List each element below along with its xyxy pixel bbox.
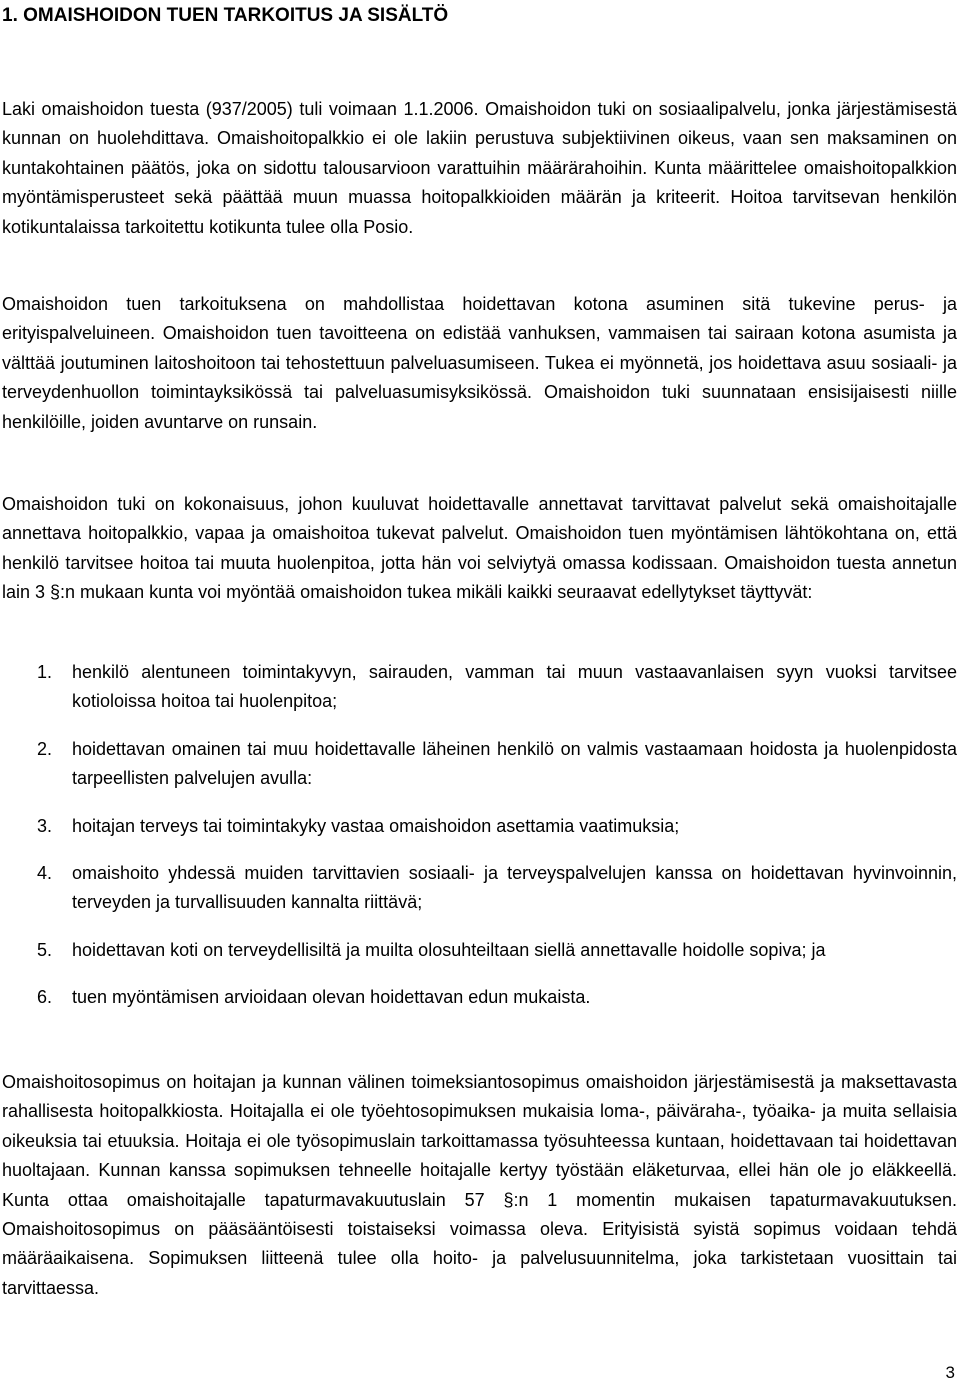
conditions-list <box>2 658 957 1031</box>
list-item-text: tuen myöntämisen arvioidaan olevan hoidettavan edun mukaista. <box>72 987 591 1008</box>
list-item <box>2 936 957 965</box>
list-item <box>2 658 957 717</box>
list-item-text: hoidettavan koti on terveydellisiltä ja muilta olosuhteiltaan siellä annettavalle hoidolle sopiva; ja <box>72 939 826 960</box>
list-item-number: 2. <box>37 738 53 759</box>
list-item-text: henkilö alentuneen toimintakyvyn, sairauden, vamman tai muun vastaavanlaisen syyn vuoksi tarvitsee kotioloissa hoitoa tai huolenpitoa; <box>72 662 957 712</box>
paragraph-support-content: Omaishoidon tuki on kokonaisuus, johon kuuluvat hoidettavalle annettavat tarvittavat palvelut sekä omaishoitajalle annettava hoitopalkkio, vapaa ja omaishoitoa tukevat palvelut. Omaishoidon tuen myöntämisen lähtökohtana on, että henkilö tarvitsee hoitoa tai muuta huolenpitoa, jotta hän voi selviytyä omassa kodissaan. Omaishoidon tuesta annetun lain 3 §:n mukaan kunta voi myöntää omaishoidon tukea mikäli kaikki seuraavat edellytykset täyttyvät: <box>2 494 957 603</box>
paragraph-agreement: Omaishoitosopimus on hoitajan ja kunnan välinen toimeksiantosopimus omaishoidon järjestämisestä ja maksettavasta rahallisesta hoitopalkkiosta. Hoitajalla ei ole työehtosopimuksen mukaisia loma-, päiväraha-, työaika- ja muita sellaisia oikeuksia tai etuuksia. Hoitaja ei ole työsopimuslain tarkoittamassa työsuhteessa kuntaan, hoidettavaan tai hoidettavan huoltajaan. Kunnan kanssa sopimuksen tehneelle hoitajalle kertyy työstään eläketurvaa, ellei hän ole jo eläkkeellä. Kunta ottaa omaishoitajalle tapaturmavakuutuslain 57 §:n 1 momentin mukaisen tapaturmavakuutuksen. Omaishoitosopimus on pääsääntöisesti toistaiseksi voimassa oleva. Erityisistä syistä sopimus voidaan tehdä määräaikaisena. Sopimuksen liitteenä tulee olla hoito- ja palvelusuunnitelma, joka tarkistetaan vuosittain tai tarvittaessa. <box>2 1072 957 1298</box>
list-item <box>2 812 957 841</box>
list-item-text: omaishoito yhdessä muiden tarvittavien sosiaali- ja terveyspalvelujen kanssa on hoidettavan hyvinvoinnin, terveyden ja turvallisuuden kannalta riittävä; <box>72 863 957 913</box>
list-item-number: 6. <box>37 987 53 1008</box>
list-item-text: hoidettavan omainen tai muu hoidettavalle läheinen henkilö on valmis vastaamaan hoidosta ja huolenpidosta tarpeellisten palvelujen avulla: <box>72 738 957 789</box>
list-item-number: 4. <box>37 863 53 884</box>
section-heading: 1. OMAISHOIDON TUEN TARKOITUS JA SISÄLTÖ <box>2 5 449 26</box>
list-item <box>2 983 957 1012</box>
page-number: 3 <box>945 1363 955 1382</box>
list-item-number: 5. <box>37 939 53 960</box>
list-item <box>2 859 957 918</box>
list-item-text: hoitajan terveys tai toimintakyky vastaa omaishoidon asettamia vaatimuksia; <box>72 815 680 836</box>
list-item-number: 3. <box>37 815 53 836</box>
paragraph-purpose: Omaishoidon tuen tarkoituksena on mahdollistaa hoidettavan kotona asuminen sitä tukevine perus- ja erityispalveluineen. Omaishoidon tuen tavoitteena on edistää vanhuksen, vammaisen tai sairaan kotona asumista ja välttää joutuminen laitoshoitoon tai tehostettuun palveluasumiseen. Tukea ei myönnetä, jos hoidettava asuu sosiaali- ja terveydenhuollon toimintayksikössä tai palveluasumisyksikössä. Omaishoidon tuki suunnataan ensisijaisesti niille henkilöille, joiden avuntarve on runsain. <box>2 294 957 432</box>
list-item-number: 1. <box>37 662 53 682</box>
list-item <box>2 735 957 794</box>
paragraph-law-intro: Laki omaishoidon tuesta (937/2005) tuli voimaan 1.1.2006. Omaishoidon tuki on sosiaalipalvelu, jonka järjestämisestä kunnan on huolehdittava. Omaishoitopalkkio ei ole lakiin perustuva subjektiivinen oikeus, vaan sen maksaminen on kuntakohtainen päätös, joka on sidottu talousarvioon varattuihin määrärahoihin. Kunta määrittelee omaishoitopalkkion myöntämisperusteet sekä päättää muun muassa hoitopalkkioiden määrän ja kriteerit. Hoitoa tarvitsevan henkilön kotikuntalaissa tarkoitettu kotikunta tulee olla Posio. <box>2 99 957 237</box>
